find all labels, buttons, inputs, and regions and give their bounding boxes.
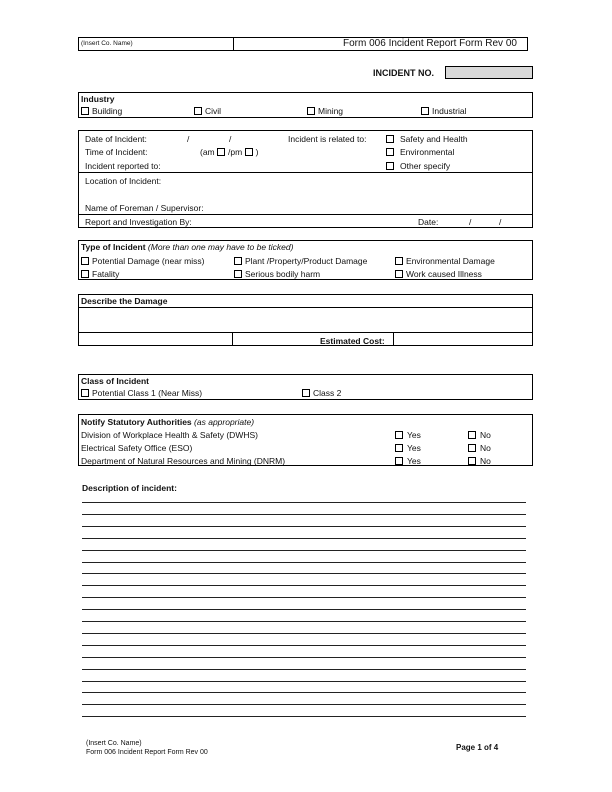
am-label: (am (200, 147, 215, 157)
checkbox[interactable] (395, 444, 403, 452)
footer-company: (Insert Co. Name) (86, 740, 142, 747)
yes-option[interactable] (395, 456, 421, 466)
industry-option-label: Building (92, 106, 123, 116)
checkbox[interactable] (81, 107, 89, 115)
divider (232, 332, 233, 346)
report-by-label: Report and Investigation By: (85, 217, 192, 227)
related-option-safety[interactable] (386, 134, 468, 144)
type-title-row (81, 242, 293, 252)
date-sep: / (469, 217, 472, 227)
checkbox[interactable] (395, 270, 403, 278)
writing-line[interactable] (82, 585, 526, 586)
writing-line[interactable] (82, 645, 526, 646)
pm-label: /pm (228, 147, 243, 157)
writing-line[interactable] (82, 502, 526, 503)
class-option-label: Potential Class 1 (Near Miss) (92, 388, 203, 398)
class-option-label: Class 2 (313, 388, 342, 398)
no-label: No (480, 430, 491, 440)
date-sep: / (187, 134, 190, 144)
checkbox[interactable] (81, 257, 89, 265)
yes-option[interactable] (395, 430, 421, 440)
header-company: (Insert Co. Name) (81, 40, 133, 47)
type-note: (More than one may have to be ticked) (147, 242, 294, 252)
related-option-label: Environmental (400, 147, 455, 157)
industry-option-label: Civil (205, 106, 222, 116)
type-option-label: Plant /Property/Product Damage (245, 256, 368, 266)
writing-line[interactable] (82, 657, 526, 658)
writing-line[interactable] (82, 681, 526, 682)
notify-row-label: Electrical Safety Office (ESO) (81, 443, 193, 453)
paren-close: ) (255, 147, 259, 157)
type-option-label: Potential Damage (near miss) (92, 256, 205, 266)
checkbox[interactable] (395, 257, 403, 265)
type-option-label: Serious bodily harm (245, 269, 321, 279)
type-option[interactable] (81, 256, 204, 266)
reported-to-label: Incident reported to: (85, 161, 161, 171)
date-sep: / (229, 134, 232, 144)
type-title: Type of Incident (81, 242, 146, 252)
type-option-label: Fatality (92, 269, 120, 279)
writing-line[interactable] (82, 609, 526, 610)
form-title: Form 006 Incident Report Form Rev 00 (343, 38, 517, 49)
checkbox[interactable] (468, 431, 476, 439)
type-option-label: Environmental Damage (406, 256, 495, 266)
incident-no-field[interactable] (445, 66, 533, 79)
checkbox[interactable] (234, 257, 242, 265)
divider (78, 332, 533, 333)
description-title: Description of incident: (82, 483, 177, 493)
no-option[interactable] (468, 456, 491, 466)
date-sep: / (499, 217, 502, 227)
type-option[interactable] (234, 256, 367, 266)
writing-line[interactable] (82, 550, 526, 551)
checkbox[interactable] (302, 389, 310, 397)
yes-label: Yes (407, 430, 421, 440)
checkbox[interactable] (234, 270, 242, 278)
no-option[interactable] (468, 443, 491, 453)
notify-note: (as appropriate) (194, 417, 255, 427)
writing-line[interactable] (82, 704, 526, 705)
no-option[interactable] (468, 430, 491, 440)
divider (393, 332, 394, 346)
date-label: Date of Incident: (85, 134, 147, 144)
writing-line[interactable] (82, 716, 526, 717)
am-checkbox[interactable] (217, 148, 225, 156)
writing-line[interactable] (82, 562, 526, 563)
am-pm-selector (200, 147, 258, 157)
checkbox[interactable] (395, 431, 403, 439)
checkbox[interactable] (81, 270, 89, 278)
type-option[interactable] (395, 256, 495, 266)
type-option-label: Work caused Illness (406, 269, 482, 279)
divider (78, 214, 533, 215)
checkbox[interactable] (395, 457, 403, 465)
writing-line[interactable] (82, 597, 526, 598)
class-option[interactable] (81, 388, 202, 398)
industry-option-label: Mining (318, 106, 344, 116)
damage-title: Describe the Damage (81, 296, 168, 306)
related-option-label: Other specify (400, 161, 451, 171)
industry-option-industrial[interactable] (421, 106, 467, 116)
footer-page: Page 1 of 4 (456, 743, 499, 752)
yes-option[interactable] (395, 443, 421, 453)
checkbox[interactable] (386, 162, 394, 170)
checkbox[interactable] (81, 389, 89, 397)
pm-checkbox[interactable] (245, 148, 253, 156)
notify-title: Notify Statutory Authorities (81, 417, 192, 427)
incident-no-label: INCIDENT NO. (373, 68, 435, 78)
estimated-cost-label: Estimated Cost: (320, 336, 385, 346)
divider (78, 307, 533, 308)
checkbox[interactable] (386, 135, 394, 143)
notify-title-row (81, 417, 254, 427)
location-label: Location of Incident: (85, 176, 162, 186)
no-label: No (480, 456, 491, 466)
notify-row-label: Division of Workplace Health & Safety (DWHS) (81, 430, 258, 440)
foreman-label: Name of Foreman / Supervisor: (85, 203, 204, 213)
industry-option-mining[interactable] (307, 106, 343, 116)
related-option-label: Safety and Health (400, 134, 468, 144)
notify-row-label: Department of Natural Resources and Mining (DNRM) (81, 456, 286, 466)
industry-title: Industry (81, 94, 115, 104)
related-option-environmental[interactable] (386, 147, 454, 157)
writing-line[interactable] (82, 526, 526, 527)
checkbox[interactable] (307, 107, 315, 115)
writing-line[interactable] (82, 621, 526, 622)
checkbox[interactable] (468, 457, 476, 465)
writing-line[interactable] (82, 692, 526, 693)
type-option[interactable] (395, 269, 482, 279)
checkbox[interactable] (468, 444, 476, 452)
yes-label: Yes (407, 443, 421, 453)
no-label: No (480, 443, 491, 453)
date2-label: Date: (418, 217, 439, 227)
writing-line[interactable] (82, 633, 526, 634)
writing-line[interactable] (82, 514, 526, 515)
industry-option-label: Industrial (432, 106, 467, 116)
yes-label: Yes (407, 456, 421, 466)
writing-line[interactable] (82, 669, 526, 670)
checkbox[interactable] (421, 107, 429, 115)
industry-option-building[interactable] (81, 106, 122, 116)
class-title: Class of Incident (81, 376, 150, 386)
related-option-other[interactable] (386, 161, 450, 171)
footer-form-ref: Form 006 Incident Report Form Rev 00 (86, 749, 208, 756)
checkbox[interactable] (194, 107, 202, 115)
type-option[interactable] (234, 269, 320, 279)
industry-option-civil[interactable] (194, 106, 221, 116)
type-option[interactable] (81, 269, 119, 279)
time-label: Time of Incident: (85, 147, 148, 157)
writing-line[interactable] (82, 573, 526, 574)
header-divider (233, 37, 234, 51)
checkbox[interactable] (386, 148, 394, 156)
divider (78, 172, 533, 173)
writing-line[interactable] (82, 538, 526, 539)
class-option[interactable] (302, 388, 341, 398)
related-to-label: Incident is related to: (288, 134, 367, 144)
